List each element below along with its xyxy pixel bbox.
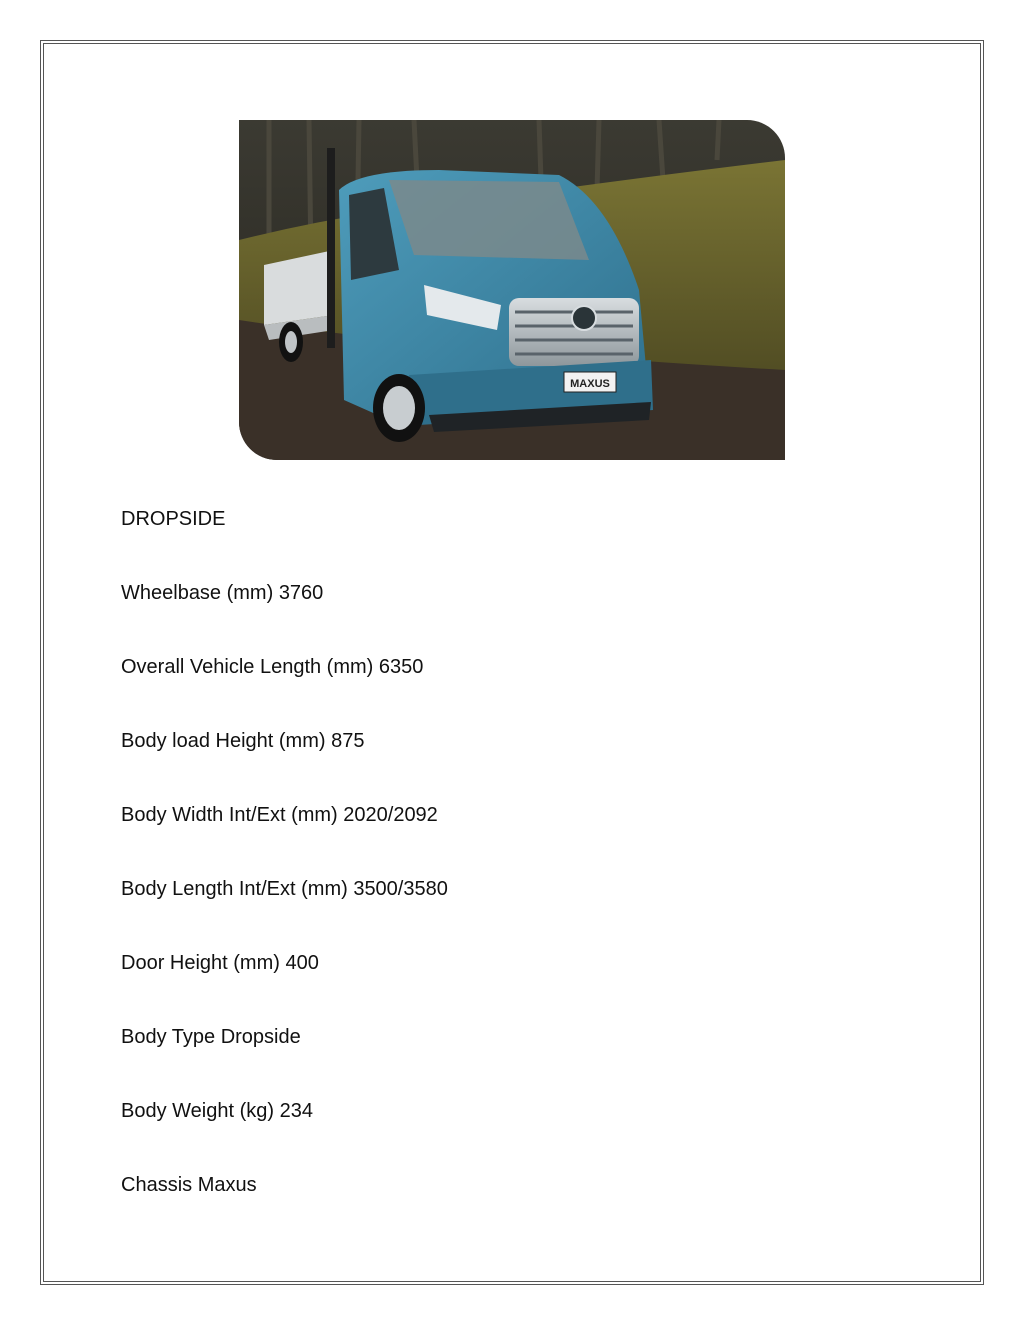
spec-load-height: Body load Height (mm) 875 [121, 730, 365, 752]
spec-door-height: Door Height (mm) 400 [121, 952, 319, 974]
spec-body-length: Body Length Int/Ext (mm) 3500/3580 [121, 878, 448, 900]
plate-text: MAXUS [570, 378, 610, 390]
spec-overall-length: Overall Vehicle Length (mm) 6350 [121, 656, 424, 678]
spec-body-type: Body Type Dropside [121, 1026, 301, 1048]
truck-photo [239, 120, 785, 460]
truck-illustration [239, 120, 785, 460]
spec-body-width: Body Width Int/Ext (mm) 2020/2092 [121, 804, 438, 826]
spec-chassis: Chassis Maxus [121, 1174, 257, 1196]
spec-wheelbase: Wheelbase (mm) 3760 [121, 582, 324, 604]
document-heading: DROPSIDE [121, 508, 226, 530]
spec-body-weight: Body Weight (kg) 234 [121, 1100, 313, 1122]
